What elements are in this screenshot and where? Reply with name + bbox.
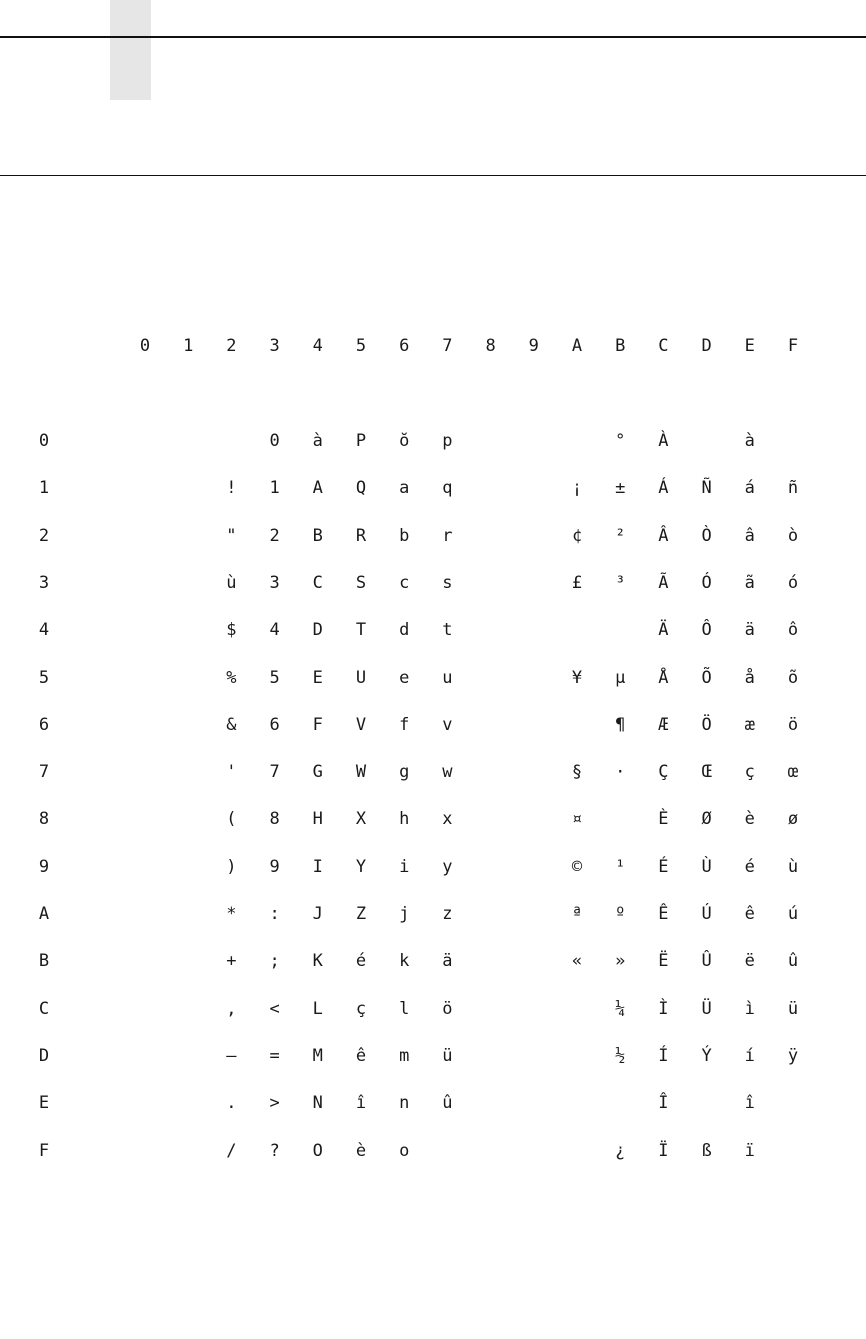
char-cell: Ë [658,951,669,972]
char-cell: 9 [269,856,280,877]
char-cell: Å [658,667,669,688]
char-cell: ¤ [571,809,583,830]
char-cell: R [355,525,367,546]
char-cell: ° [615,431,626,451]
char-cell: Ó [701,572,712,593]
char-cell: í [744,1045,755,1066]
char-cell: H [312,809,323,830]
char-cell: ä [442,951,453,972]
column-header: 6 [399,336,410,356]
char-cell: g [399,762,410,783]
char-cell: Œ [701,762,712,783]
char-cell: p [442,431,453,451]
char-cell: Ã [658,572,669,593]
char-cell: & [226,714,237,735]
char-cell: F [312,714,323,735]
char-cell: ê [355,1045,367,1066]
column-header: 2 [226,336,237,356]
char-cell: µ [615,667,626,688]
char-cell: ü [787,998,799,1019]
char-cell: ö [787,714,799,735]
char-cell: 2 [269,525,280,546]
char-cell: Ý [701,1045,712,1066]
row-header: A [38,904,50,924]
char-cell: V [355,714,367,735]
row-header: B [38,951,50,972]
char-cell: Ú [701,904,712,924]
column-header: 3 [269,336,280,356]
char-cell: * [226,904,237,924]
char-cell: É [658,856,669,877]
char-cell: o [399,1140,410,1161]
column-header: 1 [183,336,194,356]
char-cell: x [442,809,453,830]
char-cell: P [355,431,367,451]
char-cell: ! [226,478,237,499]
char-cell: y [442,856,453,877]
char-cell: Ç [658,762,669,783]
char-cell: : [269,904,280,924]
char-cell: < [269,998,280,1019]
char-cell: 3 [269,572,280,593]
char-cell: U [355,667,367,688]
char-cell: + [226,951,237,972]
char-cell: Ü [701,998,712,1019]
char-cell: È [658,809,669,830]
char-cell: " [226,525,237,546]
char-cell: q [442,478,453,499]
column-header: 7 [442,336,453,356]
char-cell: Ì [658,998,669,1019]
column-header: C [658,336,669,356]
char-cell: C [312,572,323,593]
char-cell: ù [226,572,237,593]
char-cell: t [442,620,453,641]
row-header: D [38,1045,50,1066]
char-cell: ÿ [787,1045,799,1066]
char-cell: Z [355,904,367,924]
char-cell: º [615,904,626,924]
char-cell: 6 [269,714,280,735]
char-cell: v [442,714,453,735]
char-cell: « [571,951,583,972]
char-cell: Ù [701,856,712,877]
char-cell: O [312,1140,323,1161]
char-cell: 1 [269,478,280,499]
char-cell: Ä [658,620,669,641]
char-cell: X [355,809,367,830]
char-cell: 5 [269,667,280,688]
column-header: 5 [355,336,367,356]
char-cell: w [442,762,453,783]
char-cell: L [312,998,323,1019]
char-cell: Ø [701,809,712,830]
char-cell: Í [658,1045,669,1066]
char-cell: 7 [269,762,280,783]
char-cell: Ö [701,714,712,735]
char-cell: œ [787,762,799,783]
char-cell: ê [744,904,755,924]
char-cell: à [312,431,323,451]
row-header: 9 [38,856,50,877]
char-cell: d [399,620,410,641]
char-cell: ² [615,525,626,546]
char-cell: ç [744,762,755,783]
char-cell: â [744,525,755,546]
char-cell: B [312,525,323,546]
row-header: 1 [38,478,50,499]
column-header: 4 [312,336,323,356]
char-cell: ¼ [615,998,626,1019]
char-cell: 8 [269,809,280,830]
char-cell: Ô [701,620,712,641]
char-cell: á [744,478,755,499]
row-header: E [38,1093,50,1114]
char-cell: û [442,1093,453,1114]
char-cell: § [571,762,583,783]
char-cell: û [787,951,799,972]
char-cell: Y [355,856,367,877]
char-cell: ì [744,998,755,1019]
row-header: 5 [38,667,50,688]
row-header: 8 [38,809,50,830]
char-cell: h [399,809,410,830]
char-cell: ¥ [571,667,583,688]
char-cell: T [355,620,367,641]
row-header: 2 [38,525,50,546]
char-cell: ã [744,572,755,593]
char-cell: Â [658,525,669,546]
char-cell: ? [269,1140,280,1161]
char-cell: ú [787,904,799,924]
char-cell: f [399,714,410,735]
char-cell: j [399,904,410,924]
char-cell: ö [442,998,453,1019]
char-cell: / [226,1140,237,1161]
column-header: B [615,336,626,356]
column-header: F [787,336,799,356]
char-cell: A [312,478,323,499]
char-cell: Õ [701,667,712,688]
char-cell: Á [658,478,669,499]
char-cell: ¹ [615,856,626,877]
char-cell: Ï [658,1140,669,1161]
char-cell: b [399,525,410,546]
column-header: 9 [528,336,539,356]
char-cell: D [312,620,323,641]
char-cell: Æ [658,714,669,735]
char-cell: l [399,998,410,1019]
char-cell: é [355,951,367,972]
row-header: 4 [38,620,50,641]
char-cell: I [312,856,323,877]
char-cell: a [399,478,410,499]
char-cell: k [399,951,410,972]
char-cell: i [399,856,410,877]
char-cell: > [269,1093,280,1114]
char-cell: S [355,572,367,593]
char-cell: Q [355,478,367,499]
char-cell: n [399,1093,410,1114]
char-cell: Î [658,1093,669,1114]
char-cell: ³ [615,572,626,593]
char-cell: ñ [787,478,799,499]
char-cell: s [442,572,453,593]
char-cell: u [442,667,453,688]
char-cell: e [399,667,410,688]
char-cell: G [312,762,323,783]
char-cell: K [312,951,323,972]
column-header: E [744,336,755,356]
char-cell: ó [787,572,799,593]
char-cell: z [442,904,453,924]
header-rule [0,36,866,38]
char-cell: 0 [269,431,280,451]
char-cell: ¢ [571,525,583,546]
column-header: D [701,336,712,356]
char-cell: Û [701,951,712,972]
char-cell: = [269,1045,280,1066]
char-cell: ) [226,856,237,877]
char-cell: ò [787,525,799,546]
char-cell: å [744,667,755,688]
char-cell: ½ [615,1045,626,1066]
char-cell: N [312,1093,323,1114]
row-header: 3 [38,572,50,593]
char-cell: . [226,1093,237,1114]
char-cell: ô [787,620,799,641]
char-cell: ø [787,809,799,830]
char-cell: ç [355,998,367,1019]
char-cell: · [615,762,626,783]
char-cell: ë [744,951,755,972]
row-header: F [38,1140,50,1161]
char-cell: ; [269,951,280,972]
char-cell: ( [226,809,237,830]
char-cell: ¿ [615,1140,626,1161]
char-cell: î [744,1093,755,1114]
char-cell: è [744,809,755,830]
char-cell: $ [226,620,237,641]
column-header: 8 [485,336,496,356]
char-cell: Ò [701,525,712,546]
char-cell: W [355,762,367,783]
char-cell: é [744,856,755,877]
column-header: 0 [139,336,151,356]
char-cell: – [226,1045,237,1066]
char-cell: E [312,667,323,688]
char-cell: À [658,431,669,451]
char-cell: ' [226,762,237,783]
char-cell: à [744,431,755,451]
char-cell: 4 [269,620,280,641]
char-cell: Ê [658,904,669,924]
char-cell: M [312,1045,323,1066]
char-cell: Ñ [701,478,712,499]
row-header: 7 [38,762,50,783]
char-cell: r [442,525,453,546]
row-header: C [38,998,50,1019]
char-cell: ü [442,1045,453,1066]
char-cell: c [399,572,410,593]
char-cell: ± [615,478,626,499]
row-header: 6 [38,714,50,735]
char-cell: õ [787,667,799,688]
char-cell: ¶ [615,714,626,735]
char-cell: ß [701,1140,712,1161]
char-cell: è [355,1140,367,1161]
char-cell: æ [744,714,755,735]
char-cell: , [226,998,237,1019]
column-header: A [571,336,583,356]
char-cell: î [355,1093,367,1114]
char-cell: ŏ [399,431,410,451]
char-cell: ä [744,620,755,641]
row-header: 0 [38,431,50,451]
char-cell: m [399,1045,410,1066]
char-cell: £ [571,572,583,593]
chapter-tab [110,0,151,100]
char-cell: ï [744,1140,755,1161]
char-cell: » [615,951,626,972]
char-cell: ª [571,904,583,924]
char-cell: © [571,856,583,877]
char-cell: % [226,667,237,688]
char-cell: ¡ [571,478,583,499]
char-cell: J [312,904,323,924]
section-rule [0,175,866,176]
char-cell: ù [787,856,799,877]
